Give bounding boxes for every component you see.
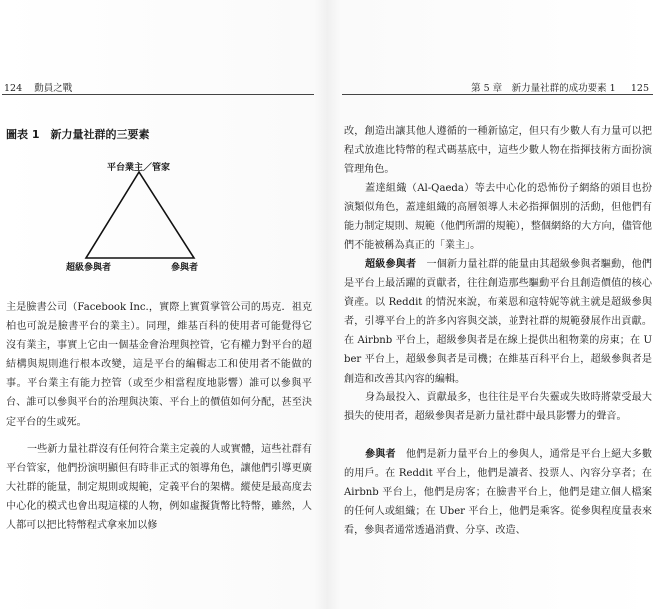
left-book-title: 動員之戰 [34,83,73,94]
right-paragraph-2: 蓋達組織（Al-Qaeda）等去中心化的恐怖份子網絡的頭目也扮演類似角色，蓋達組織的高層領導人未必指揮個別的活動，但他們有能力制定規則、規範（他們所謂的規範），整個網絡的大方向，儘管他們不能被稱為真正的「業主」。 [344,183,652,252]
triangle-right-label: 參與者 [171,263,199,273]
right-paragraph-4: 身為最投入、貢獻最多，也往往是平台失靈或失敗時將蒙受最大損失的使用者，超級參與者是新力量社群中最具影響力的聲音。 [344,392,652,423]
right-page-header [471,80,649,94]
participants-text: 他們是新力量平台上的參與人，通常是平台上絕大多數的用戶。在 Reddit 平台上，他們是讀者、投票人、內容分享者；在 Airbnb 平台上，他們是房客；在臉書平台上，他們是建立個人檔案的任何人或組織；在 Uber 平台上，他們是乘客。從參與程度量表來看，參與者通常透過消費、分享、改造、 [344,449,653,537]
term-participants: 參與者 [365,449,396,460]
right-page-number: 125 [630,83,649,94]
left-page-header [4,80,72,94]
triangle-diagram [80,170,210,262]
super-participants-text: 一個新力量社群的能量由其超級參與者驅動，他們是平台上最活躍的貢獻者，往往創造那些驅動平台且創造價值的核心資產。以 Reddit 的情況來說，布萊恩和寇特妮等就主就是超級參與者，引導平台上的許多內容與交談，並對社群的規範發展作出貢獻。在 Airbnb 平台上，超級參與者是在線上提供出租物業的房東；在 Uber 平台上，超級參與者是司機；在維基百科平台上，超級參與者是創造和改善其內容的編輯。 [344,259,653,385]
right-paragraph-participants [344,445,652,540]
figure-title: 圖表 1 新力量社群的三要素 [6,128,150,141]
left-header-rule [2,94,314,95]
right-header-rule [342,94,653,95]
left-paragraph-1: 主是臉書公司（Facebook Inc.，實際上實質掌管公司的馬克．祖克柏也可說是臉書平台的業主）。同理，維基百科的使用者可能覺得它沒有業主，事實上它由一個基金會治理與控管，它有權力對平台的超結構與規則進行根本改變，這是平台的編輯志工和使用者不能做的事。平台業主有能力控管（或至少相當程度地影響）誰可以參與平台、誰可以參與平台的治理與決策、平台上的價值如何分配，甚至決定平台的生或死。 [6,302,312,428]
triangle-shape [86,172,194,258]
right-paragraph-super-participants [344,255,652,389]
right-chapter-title: 第 5 章 新力量社群的成功要素 1 [471,83,616,94]
triangle-left-label: 超級參與者 [66,263,112,273]
left-page-number: 124 [4,83,23,94]
triangle-top-label: 平台業主／管家 [107,163,171,173]
left-paragraph-2: 一些新力量社群沒有任何符合業主定義的人或實體，這些社群有平台管家，他們扮演明顯但有時非正式的領導角色，讓他們引導更廣大社群的能量，制定規則或規範，定義平台的架構。縱使是最高度去中心化的模式也會出現這樣的人物，例如虛擬貨幣比特幣，雖然，人人都可以把比特幣程式拿來加以修 [6,444,312,532]
term-super-participants: 超級參與者 [365,259,417,270]
right-paragraph-1: 改，創造出讓其他人遵循的一種新協定，但只有少數人有力量可以把程式放進比特幣的程式碼基底中，這些少數人物在指揮技術方面扮演管理角色。 [344,126,652,176]
